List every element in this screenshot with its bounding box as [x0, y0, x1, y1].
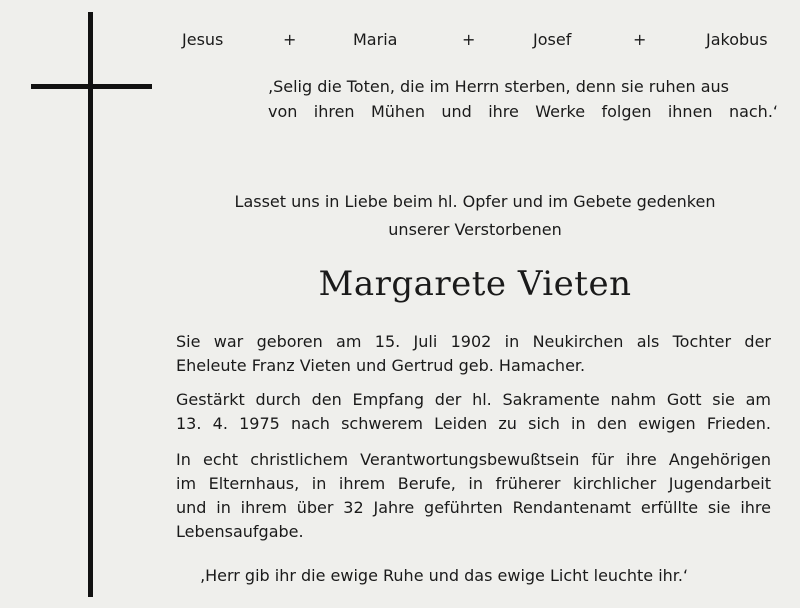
bio-line: Sie war geboren am 15. Juli 1902 in Neukirchen als Tochter der [176, 332, 771, 351]
closing-prayer: ‚Herr gib ihr die ewige Ruhe und das ewige Licht leuchte ihr.‘ [200, 566, 689, 585]
separator-plus: + [462, 30, 476, 49]
bio-line: 13. 4. 1975 nach schwerem Leiden zu sich in den ewigen Frieden. [176, 414, 771, 433]
separator-plus: + [283, 30, 297, 49]
bio-line: Lebensaufgabe. [176, 522, 304, 541]
bio-line: In echt christlichem Verantwortungsbewußtsein für ihre Angehörigen [176, 450, 771, 469]
cross-icon-bar [31, 84, 152, 89]
prayer-invitation [200, 188, 750, 244]
bio-line: und in ihrem über 32 Jahre geführten Rendantenamt erfüllte sie ihre [176, 498, 771, 517]
name-jesus: Jesus [182, 30, 224, 49]
holy-names-row [180, 30, 780, 56]
quote-line: von ihren Mühen und ihre Werke folgen ihnen nach.‘ [268, 102, 778, 121]
bio-paragraph-life [176, 448, 771, 544]
name-josef: Josef [533, 30, 572, 49]
bio-paragraph-death [176, 388, 771, 436]
scripture-quote [268, 74, 778, 124]
invitation-line: unserer Verstorbenen [388, 220, 562, 239]
bio-line: Gestärkt durch den Empfang der hl. Sakramente nahm Gott sie am [176, 390, 771, 409]
separator-plus: + [633, 30, 647, 49]
bio-line: Eheleute Franz Vieten und Gertrud geb. Hamacher. [176, 356, 586, 375]
deceased-name: Margarete Vieten [318, 264, 632, 304]
name-jakobus: Jakobus [706, 30, 768, 49]
quote-line: ‚Selig die Toten, die im Herrn sterben, denn sie ruhen aus [268, 77, 729, 96]
name-maria: Maria [353, 30, 398, 49]
invitation-line: Lasset uns in Liebe beim hl. Opfer und im Gebete gedenken [234, 192, 716, 211]
bio-paragraph-birth [176, 330, 771, 378]
cross-icon [88, 12, 93, 597]
bio-line: im Elternhaus, in ihrem Berufe, in früherer kirchlicher Jugendarbeit [176, 474, 771, 493]
